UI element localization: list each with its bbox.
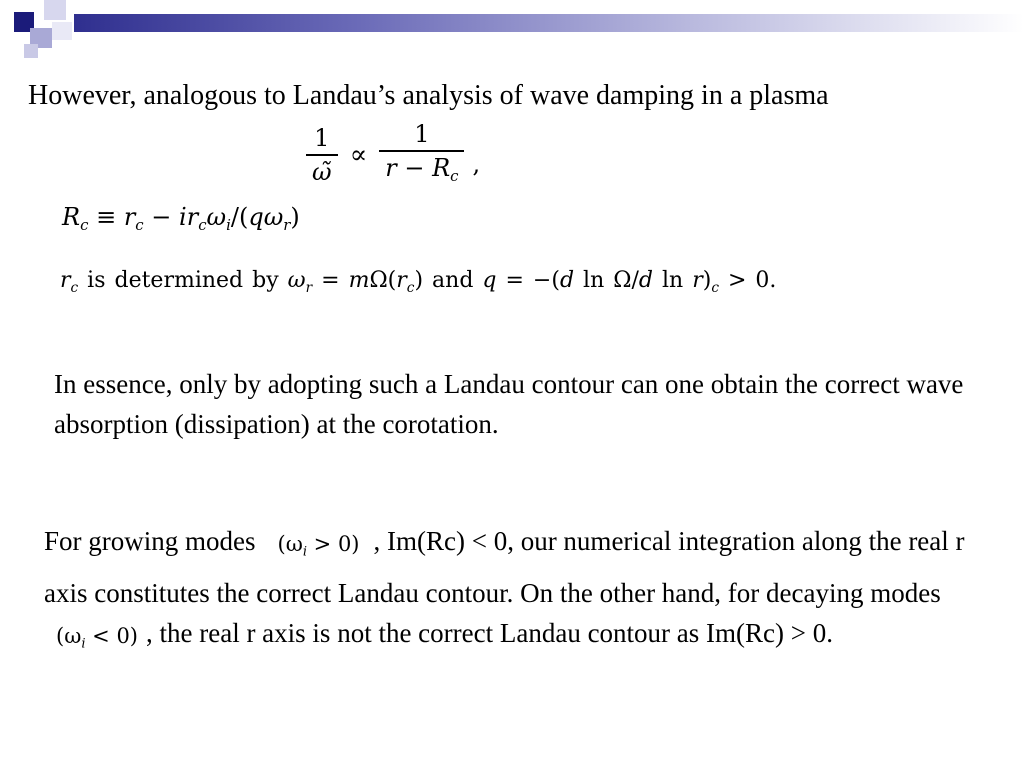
lhs-fraction [306, 124, 338, 186]
subscript: c [198, 216, 207, 235]
var-omega: ω [263, 203, 284, 231]
lhs-denominator: ω̃ [306, 154, 338, 186]
proportional-symbol: ∝ [349, 140, 368, 170]
var-omega: ω [287, 268, 306, 293]
text-growing-modes: For growing modes [44, 526, 256, 556]
inequality: < 0) [85, 623, 138, 648]
proportionality-formula [300, 119, 481, 188]
omega-symbol: (ω [277, 532, 303, 556]
text-and: and [432, 268, 474, 293]
var-i: i [179, 203, 187, 231]
ln: ln [652, 268, 693, 293]
var-R: R [62, 203, 81, 231]
header-square-decoration [44, 0, 66, 20]
header-square-decoration [24, 44, 38, 58]
var-m: m [348, 268, 370, 293]
omega-symbol: (ω [56, 623, 82, 648]
var-r: r [385, 153, 397, 182]
subscript: c [711, 279, 719, 296]
var-r: r [396, 268, 407, 293]
subscript: r [283, 216, 291, 235]
subscript: i [226, 216, 231, 235]
rhs-denominator [379, 150, 464, 190]
var-q: q [248, 203, 264, 231]
slide-title: However, analogous to Landau’s analysis of wave damping in a plasma [28, 80, 829, 111]
minus-sign: − [404, 153, 425, 182]
growing-decaying-modes-paragraph [44, 521, 1014, 664]
Rc-definition-formula [62, 203, 300, 234]
inequality: > 0) [307, 532, 360, 556]
var-r: r [123, 203, 136, 231]
subscript: i [302, 544, 307, 560]
subscript: c [70, 279, 79, 296]
var-omega: ω [206, 203, 227, 231]
close-paren: ) [414, 268, 424, 293]
var-r: r [692, 268, 703, 293]
close-paren: ) [290, 203, 300, 231]
close-paren: ) [702, 268, 712, 293]
equals-minus-paren: = −( [505, 268, 560, 293]
subscript: i [81, 636, 86, 652]
var-r: r [60, 268, 71, 293]
rhs-numerator: 1 [414, 119, 430, 148]
subscript: c [135, 216, 144, 235]
subscript: r [305, 279, 313, 296]
greater-than-zero: > 0. [727, 268, 777, 293]
rhs-fraction [379, 120, 464, 190]
slash-paren: /( [230, 203, 249, 231]
var-r: r [186, 203, 199, 231]
subscript: c [406, 279, 415, 296]
var-d: d [559, 268, 575, 293]
omega-function: Ω( [369, 268, 397, 293]
omega-i-positive-math [278, 524, 360, 573]
subscript: c [450, 167, 459, 186]
equals-sign: = [321, 268, 340, 293]
var-q: q [482, 268, 497, 293]
text-real-axis-conclusion: , the real r axis is not the correct Landau contour as Im(Rc) > 0. [146, 617, 833, 648]
omega-i-negative-math [56, 616, 138, 665]
header-gradient-bar [74, 14, 1024, 32]
ln-omega: ln Ω/ [574, 268, 639, 293]
var-d: d [638, 268, 653, 293]
subscript: c [80, 216, 89, 235]
rc-determination-formula [60, 268, 776, 296]
landau-contour-paragraph: In essence, only by adopting such a Landau contour can one obtain the correct wave absorption (dissipation) at the corotation. [54, 369, 964, 439]
text-integration-explanation: , Im(Rc) < 0, our numerical integration along the real r axis constitutes the correct Landau contour. On the other hand, for decaying modes [44, 526, 965, 608]
header-square-decoration [52, 22, 72, 40]
lhs-numerator: 1 [314, 124, 330, 152]
var-R: R [432, 153, 451, 182]
minus-sign: − [151, 203, 172, 231]
equiv-symbol: ≡ [96, 203, 117, 231]
text-is-determined-by: is determined by [87, 268, 279, 293]
comma: , [472, 150, 481, 178]
